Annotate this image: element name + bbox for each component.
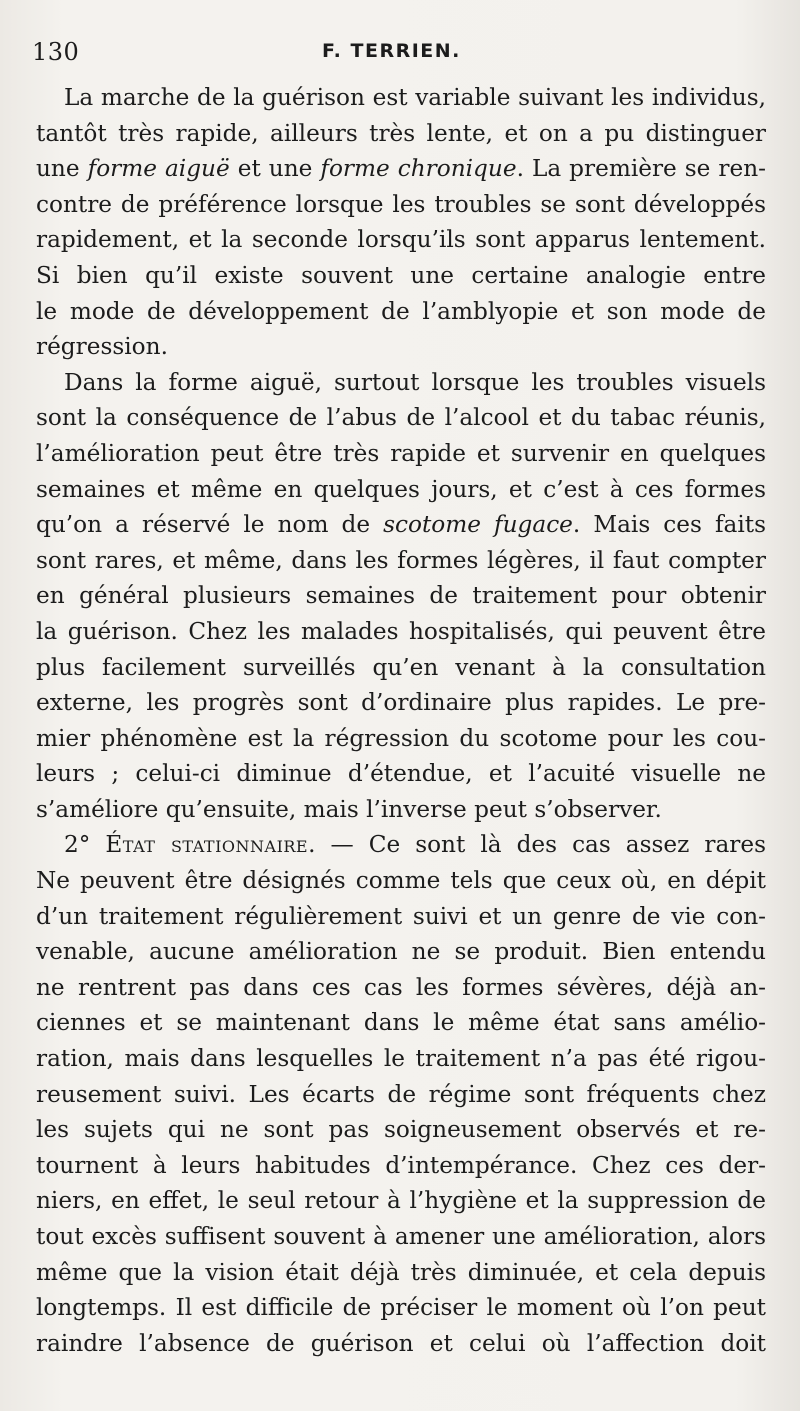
page-header [32,38,762,78]
page-number: 130 [32,38,80,66]
text-line: s’améliore qu’ensuite, mais l’inverse peut s’observer. [36,795,662,823]
text-line: ration, mais dans lesquelles le traitement n’a pas été rigou- [36,1045,766,1073]
text-line: venable, aucune amélioration ne se produit. Bien entendu [36,938,766,966]
text-line: 2° État stationnaire. — Ce sont là des cas assez rares [64,831,766,859]
section-heading: État stationnaire [105,831,309,859]
text-line: contre de préférence lorsque les troubles se sont développés [36,190,766,218]
text-line: les sujets qui ne sont pas soigneusement observés et re- [36,1116,766,1144]
text-line: La marche de la guérison est variable suivant les individus, [64,84,766,111]
text-line: longtemps. Il est difficile de préciser le moment où l’on peut [36,1294,766,1322]
text-line: plus facilement surveillés qu’en venant à la consultation [36,653,766,681]
text-line: sont rares, et même, dans les formes légères, il faut compter [36,546,766,574]
text-line: tantôt très rapide, ailleurs très lente, et on a pu distinguer [36,119,766,147]
text-line: raindre l’absence de guérison et celui où l’affection doit [36,1329,766,1357]
text-line: la guérison. Chez les malades hospitalisés, qui peuvent être [36,617,766,645]
text-line: même que la vision était déjà très diminuée, et cela depuis [36,1258,766,1286]
text-line: qu’on a réservé le nom de scotome fugace. Mais ces faits [36,511,766,539]
text-line: régression. [36,333,168,361]
text-line: niers, en effet, le seul retour à l’hygiène et la suppression de [36,1187,766,1215]
text-line: le mode de développement de l’amblyopie et son mode de [36,297,766,325]
text-line: tournent à leurs habitudes d’intempérance. Chez ces der- [36,1151,766,1179]
text-line: semaines et même en quelques jours, et c’est à ces formes [36,475,766,503]
italic-phrase: forme aiguë [87,155,230,183]
text-line: ne rentrent pas dans ces cas les formes sévères, déjà an- [36,973,766,1001]
text-line: sont la conséquence de l’abus de l’alcool et du tabac réunis, [36,404,766,432]
text-line: leurs ; celui-ci diminue d’étendue, et l’acuité visuelle ne [36,760,766,788]
text-line: Dans la forme aiguë, surtout lorsque les troubles visuels [64,368,766,396]
text-line: reusement suivi. Les écarts de régime sont fréquents chez [36,1080,766,1108]
text-line: mier phénomène est la régression du scotome pour les cou- [36,724,766,752]
text-line: ciennes et se maintenant dans le même état sans amélio- [36,1009,766,1037]
text-line: Si bien qu’il existe souvent une certaine analogie entre [36,261,766,289]
text-line: l’amélioration peut être très rapide et survenir en quelques [36,439,766,467]
running-head: F. TERRIEN. [322,40,461,62]
text-line: en général plusieurs semaines de traitement pour obtenir [36,582,766,610]
body-text [36,80,766,1361]
text-line: externe, les progrès sont d’ordinaire plus rapides. Le pre- [36,689,766,717]
text-line: une forme aiguë et une forme chronique. La première se ren- [36,155,766,183]
text-line: Ne peuvent être désignés comme tels que ceux où, en dépit [36,867,766,895]
text-line: d’un traitement régulièrement suivi et un genre de vie con- [36,902,766,930]
text-line: rapidement, et la seconde lorsqu’ils sont apparus lentement. [36,226,766,254]
italic-phrase: scotome fugace [383,511,573,539]
italic-phrase: forme chronique [320,155,517,183]
text-line: tout excès suffisent souvent à amener une amélioration, alors [36,1223,766,1250]
